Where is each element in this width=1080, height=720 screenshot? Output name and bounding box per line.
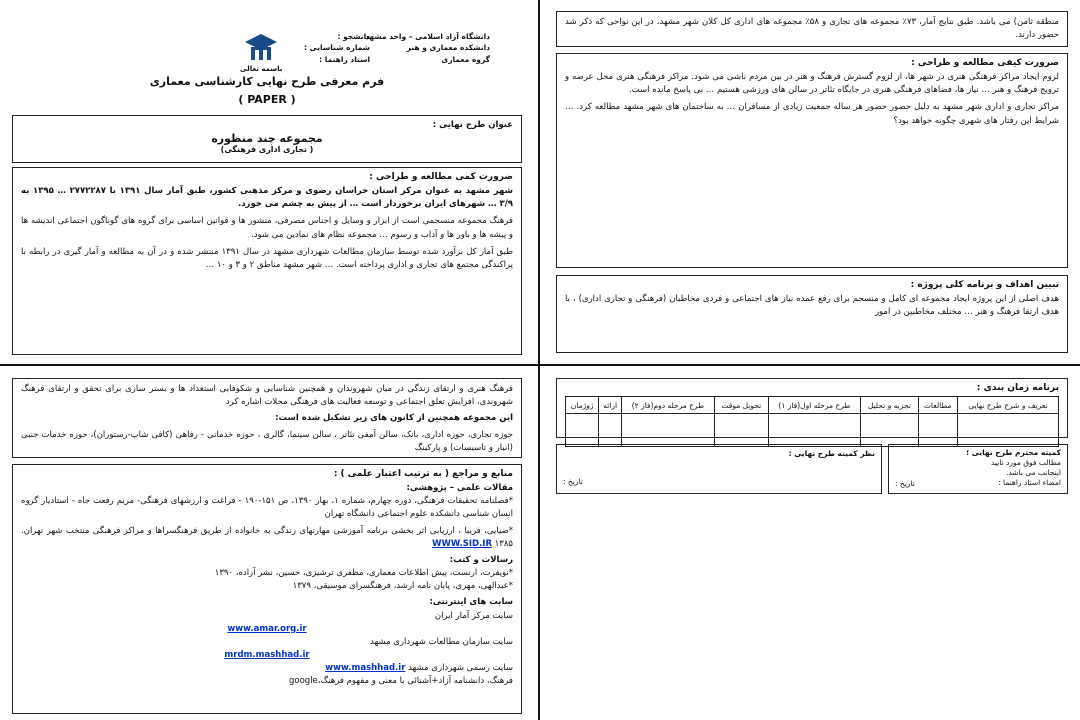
intro-paragraph: منطقه ثامن) می باشد. طبق نتایج آمار، ۷۳٪ مجموعه های تجاری و ۵۸٪ مجموعه های اداری کل کلان شهر مشهد، در این نواحی که ذکر شد حضور دارند. [565, 17, 1059, 41]
reference-2-text: *ضیایی، فریبا ، ارزیابی اثر بخشی برنامه آموزشی مهارتهای زندگی به خانواده از طریق فرهنگسراها و مراکز فرهنگی منتخب شهر تهران. ۱۳۸۵ [21, 525, 513, 549]
quant-necessity-heading: ضرورت کمی مطالعه و طراحی : [369, 172, 513, 182]
schedule-cell[interactable] [621, 414, 714, 447]
schedule-cell[interactable] [861, 414, 919, 447]
schedule-table [565, 396, 1059, 447]
references-box [12, 464, 522, 714]
goals-box [556, 275, 1068, 353]
schedule-col: ژوژمان [566, 397, 599, 414]
theses-label: رسالات و کتب: [449, 554, 513, 565]
qual-necessity-heading: ضرورت کیفی مطالعه و طراحی : [911, 58, 1059, 68]
schedule-col: تعریف و شرح طرح نهایی [957, 397, 1058, 414]
program-composed: این مجموعه همچنین از کانون های زیر تشکیل شده است: [275, 413, 513, 424]
site-2: سایت سازمان مطالعات شهرداری مشهد [370, 636, 513, 647]
schedule-col: طرح مرحله دوم(فاز ۲) [621, 397, 714, 414]
schedule-cell[interactable] [714, 414, 768, 447]
form-page-2 [548, 3, 1076, 358]
committee-heading: کمیته محترم طرح نهایی ؛ [966, 448, 1061, 457]
committee-opinion-date: تاریخ : [563, 476, 583, 486]
student-label: دانشجو : [337, 32, 371, 41]
site-1-link-row [21, 623, 513, 636]
quant-paragraph-2: فرهنگ مجموعه منسجمی است از ابزار و وسایل و اجناس مصرفی، منشور ها و قوانین اساسی برای گروه های گوناگون اجتماعی اندیشه ها و پیشه ها و باور ها و آداب و رسوم … مجموعه نظام های نمادین می شود. [21, 216, 513, 240]
form-page-3 [4, 372, 530, 718]
committee-line-2: اینجانب می باشد. [1005, 468, 1061, 478]
program-box [12, 378, 522, 458]
book-1: *نویفرت، ارنست، پیش اطلاعات معماری، مظفری ترشیزی، حسین، نشر آزاده، ۱۳۹۰ [214, 568, 513, 579]
qual-paragraph-2: مراکز تجاری و اداری شهر مشهد به دلیل حضور حضور هر ساله جمعیت زیادی از مسافران … به ساختمان های شهر مشهد مطالعه کرد. … شرایط این رفتار های شهری چگونه خواهد بود؟ [565, 102, 1059, 126]
program-zones: حوزه تجاری، حوزه اداری، بانک، سالن آمفی تئاتر ، سالن سینما، گالری ، حوزه خدماتی - رفاهی (کافی شاپ-رستوران)، حوزه خدمات جنبی (انبار و تاسیسات) و پارکینگ [21, 429, 513, 453]
qual-paragraph-1: لزوم ایجاد مراکز فرهنگی هنری در شهر ها، از لزوم گسترش فرهنگ و هنر در بین مردم ناشی می شود. مراکز فرهنگی هنری محل عرضه و ترویج فرهنگ و هنر … نیاز ها، فضاهای فرهنگی هنری در جایگاه تئاتر در سالن های ورزشی هستیم … بی پاسخ مانده است. [565, 72, 1059, 96]
page-divider-horizontal [0, 364, 1080, 366]
university-logo [244, 33, 278, 63]
final-title-box [12, 115, 522, 163]
quant-necessity-box [12, 167, 522, 355]
program-intro: فرهنگ هنری و ارتقای زندگی در میان شهروندان و همچنین شناسایی و شکوفایی استعداد ها و بستر سازی برای تحقق و ارتقای فرهنگ شهروندی، افزایش تعلق اجتماعی و توسعه فعالیت های فرهنگی محلات اشاره کرد [21, 384, 513, 408]
committee-opinion-box [556, 444, 882, 494]
committee-opinion-label: نظر کمیته طرح نهایی : [788, 449, 875, 458]
university-header [365, 31, 490, 65]
references-heading: منابع و مراجع ( به ترتیب اعتبار علمی ) : [333, 469, 513, 479]
site-3 [21, 662, 513, 675]
schedule-cell[interactable] [566, 414, 599, 447]
schedule-col: مطالعات [918, 397, 957, 414]
schedule-cell[interactable] [957, 414, 1058, 447]
schedule-cell[interactable] [918, 414, 957, 447]
advisor-label: استاد راهنما : [319, 54, 371, 64]
form-page-4 [548, 372, 1076, 718]
reference-1: *فصلنامه تحقیقات فرهنگی، دوره چهارم، شماره ۱، بهار ۱۳۹۰، ص ۱۵۱-۱۹۰ - فراغت و ارزشهای فرهنگی- مریم رفعت جاه - استادیار گروه انسان شناسی دانشکده علوم اجتماعی دانشگاه تهران [21, 496, 513, 520]
goals-heading: تبیین اهداف و برنامه کلی پروژه : [910, 280, 1059, 290]
schedule-header-row [566, 397, 1059, 414]
amar-link[interactable]: www.amar.org.ir [227, 623, 307, 634]
site-2-link-row [21, 649, 513, 662]
websites-label: سایت های اینترنتی: [429, 597, 513, 608]
student-info [304, 31, 370, 65]
site-1: سایت مرکز آمار ایران [434, 610, 513, 621]
committee-box [888, 444, 1068, 494]
book-2: *عبدالهی، مهری، پایان نامه ارشد، فرهنگسرای موسیقی، ۱۳۷۹ [292, 581, 513, 592]
final-title-label: عنوان طرح نهایی : [432, 120, 513, 130]
intro-box [556, 11, 1068, 47]
committee-line-3: امضاء استاد راهنما : [998, 478, 1061, 488]
bismillah-caption: باسمه تعالی [240, 65, 283, 73]
project-subtitle: ( تجاری اداری فرهنگی) [220, 145, 314, 154]
schedule-col: تحویل موقت [714, 397, 768, 414]
mrdm-link[interactable]: mrdm.mashhad.ir [224, 650, 310, 661]
committee-line-1: مطالب فوق مورد تایید [990, 458, 1061, 468]
schedule-cell[interactable] [768, 414, 860, 447]
sid-link[interactable]: WWW.SID.IR [432, 538, 493, 549]
schedule-col: ارائه [599, 397, 622, 414]
site-4: فرهنگ، دانشنامه آزاد+آشنائی با معنی و مفهوم فرهنگ،google [289, 676, 513, 687]
schedule-heading: برنامه زمان بندی : [976, 383, 1059, 393]
form-page-1 [4, 3, 530, 358]
articles-label: مقالات علمی – پژوهشی: [406, 483, 513, 493]
site-3-text: سایت رسمی شهرداری مشهد [408, 663, 513, 674]
quant-paragraph-3: طبق آمار کل برآورد شده توسط سازمان مطالعات شهرداری مشهد در سال ۱۳۹۱ منتشر شده و در آن به مطالعه و آمار گیری در رابطه با پراکندگی مجتمع های تجاری و اداری پرداخته است. … شهر مشهد مناطق ۲ و ۳ و ۱۰ … [21, 246, 513, 270]
university-name: دانشگاه آزاد اسلامی – واحد مشهد [365, 32, 490, 41]
student-id-label: شماره شناسایی : [304, 43, 371, 53]
schedule-col: طرح مرحله اول(فاز ۱) [768, 397, 860, 414]
qual-necessity-box [556, 53, 1068, 268]
project-title: مجموعه چند منظوره [211, 132, 323, 145]
reference-2 [21, 525, 513, 551]
schedule-col: تجزیه و تحلیل [861, 397, 919, 414]
faculty-name: دانشکده معماری و هنر [406, 43, 490, 53]
schedule-cell[interactable] [599, 414, 622, 447]
goals-paragraph: هدف اصلی از این پروژه ایجاد مجموعه ای کامل و منسجم برای رفع عمده نیاز های اجتماعی و فردی مخاطبان (فرهنگی و تجاری اداری) ، با هدف ارتقا فرهنگ و هنر … مختلف مخاطبین در امور [565, 294, 1059, 318]
document-title: فرم معرفی طرح نهایی کارشناسی معماری [149, 75, 385, 88]
document-subtitle: ( PAPER ) [238, 93, 296, 106]
page-divider-vertical [538, 0, 540, 720]
committee-date: تاریخ : [895, 478, 915, 488]
mashhad-link[interactable]: www.mashhad.ir [325, 663, 406, 674]
schedule-value-row [566, 414, 1059, 447]
schedule-box [556, 378, 1068, 438]
quant-paragraph-1: شهر مشهد به عنوان مرکز استان خراسان رضوی و مرکز مذهبی کشور، طبق آمار سال ۱۳۹۱ با ۲۷۷۲۲۸۷ … ۱۳۹۵ به ۳/۹ … شهرهای ایران برخوردار است … از پیش به چشم می خورد. [21, 186, 513, 210]
department-name: گروه معماری [441, 54, 490, 64]
